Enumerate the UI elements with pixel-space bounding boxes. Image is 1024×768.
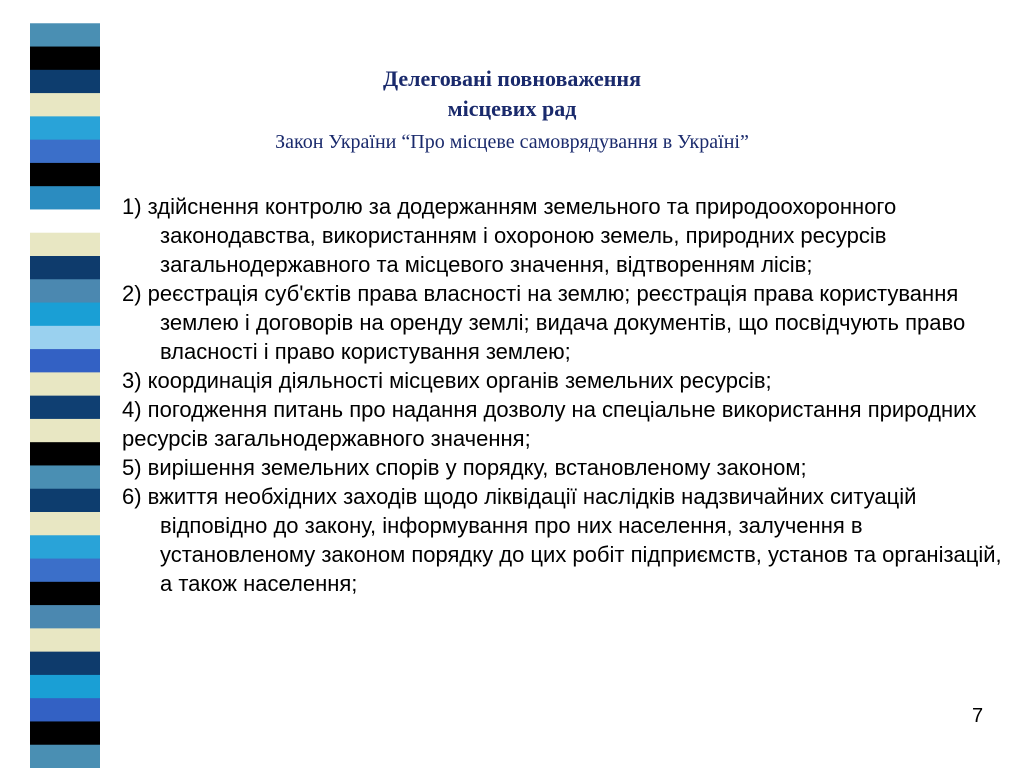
slide-title-line-2: місцевих рад	[447, 96, 577, 121]
stripe-bar	[30, 303, 100, 327]
stripe-bar	[30, 675, 100, 699]
stripe-bar	[30, 372, 100, 396]
list-item: 3) координація діяльності місцевих органів земельних ресурсів;	[122, 368, 772, 393]
stripe-bar	[30, 698, 100, 722]
slide-header	[140, 64, 884, 156]
stripe-bar	[30, 233, 100, 257]
slide-title-line-1: Делеговані повноваження	[382, 66, 642, 91]
list-item: 2) реєстрація суб'єктів права власності на землю; реєстрація права користування землею і договорів на оренду землі; видача документів, що посвідчують право власності і право користування землею;	[122, 281, 966, 364]
stripe-bar	[30, 512, 100, 536]
stripe-bar	[30, 535, 100, 559]
stripe-bar	[30, 70, 100, 94]
stripe-bar	[30, 140, 100, 164]
list-item: 6) вжиття необхідних заходів щодо ліквідації наслідків надзвичайних ситуацій відповідно до закону, інформування про них населення, залучення в установленому законом порядку до цих робіт підприємств, установ та організацій, а також населення;	[122, 484, 1002, 596]
stripe-bar	[30, 442, 100, 466]
list-item: 4) погодження питань про надання дозволу на спеціальне використання природних ресурсів загальнодержавного значення;	[122, 397, 977, 451]
stripe-bar	[30, 628, 100, 652]
stripe-bar	[30, 489, 100, 513]
stripe-bar	[30, 186, 100, 210]
page-number: 7	[972, 705, 984, 727]
slide-subtitle: Закон України “Про місцеве самоврядування в Україні”	[275, 131, 749, 153]
stripe-bar	[30, 256, 100, 280]
stripe-bar	[30, 582, 100, 606]
stripe-bar	[30, 349, 100, 373]
stripe-bar	[30, 163, 100, 187]
stripe-bar	[30, 0, 100, 24]
stripe-bar	[30, 652, 100, 676]
stripe-bar	[30, 326, 100, 350]
stripe-bar	[30, 23, 100, 47]
stripe-bar	[30, 279, 100, 303]
stripe-bar	[30, 465, 100, 489]
stripe-bar	[30, 116, 100, 140]
decorative-stripe	[0, 0, 118, 768]
stripe-bar	[30, 745, 100, 768]
stripe-bar	[30, 47, 100, 71]
stripe-bar	[30, 559, 100, 583]
powers-list	[122, 192, 1012, 598]
stripe-bar	[30, 396, 100, 420]
stripe-bar	[30, 605, 100, 629]
stripe-bar	[30, 93, 100, 117]
stripe-bar	[30, 721, 100, 745]
stripe-bar	[30, 419, 100, 443]
stripe-bar	[30, 209, 100, 233]
list-item: 1) здійснення контролю за додержанням земельного та природоохоронного законодавства, використанням і охороною земель, природних ресурсів загальнодержавного та місцевого значення, відтворенням лісів;	[122, 194, 897, 277]
list-item: 5) вирішення земельних спорів у порядку, встановленому законом;	[122, 455, 807, 480]
